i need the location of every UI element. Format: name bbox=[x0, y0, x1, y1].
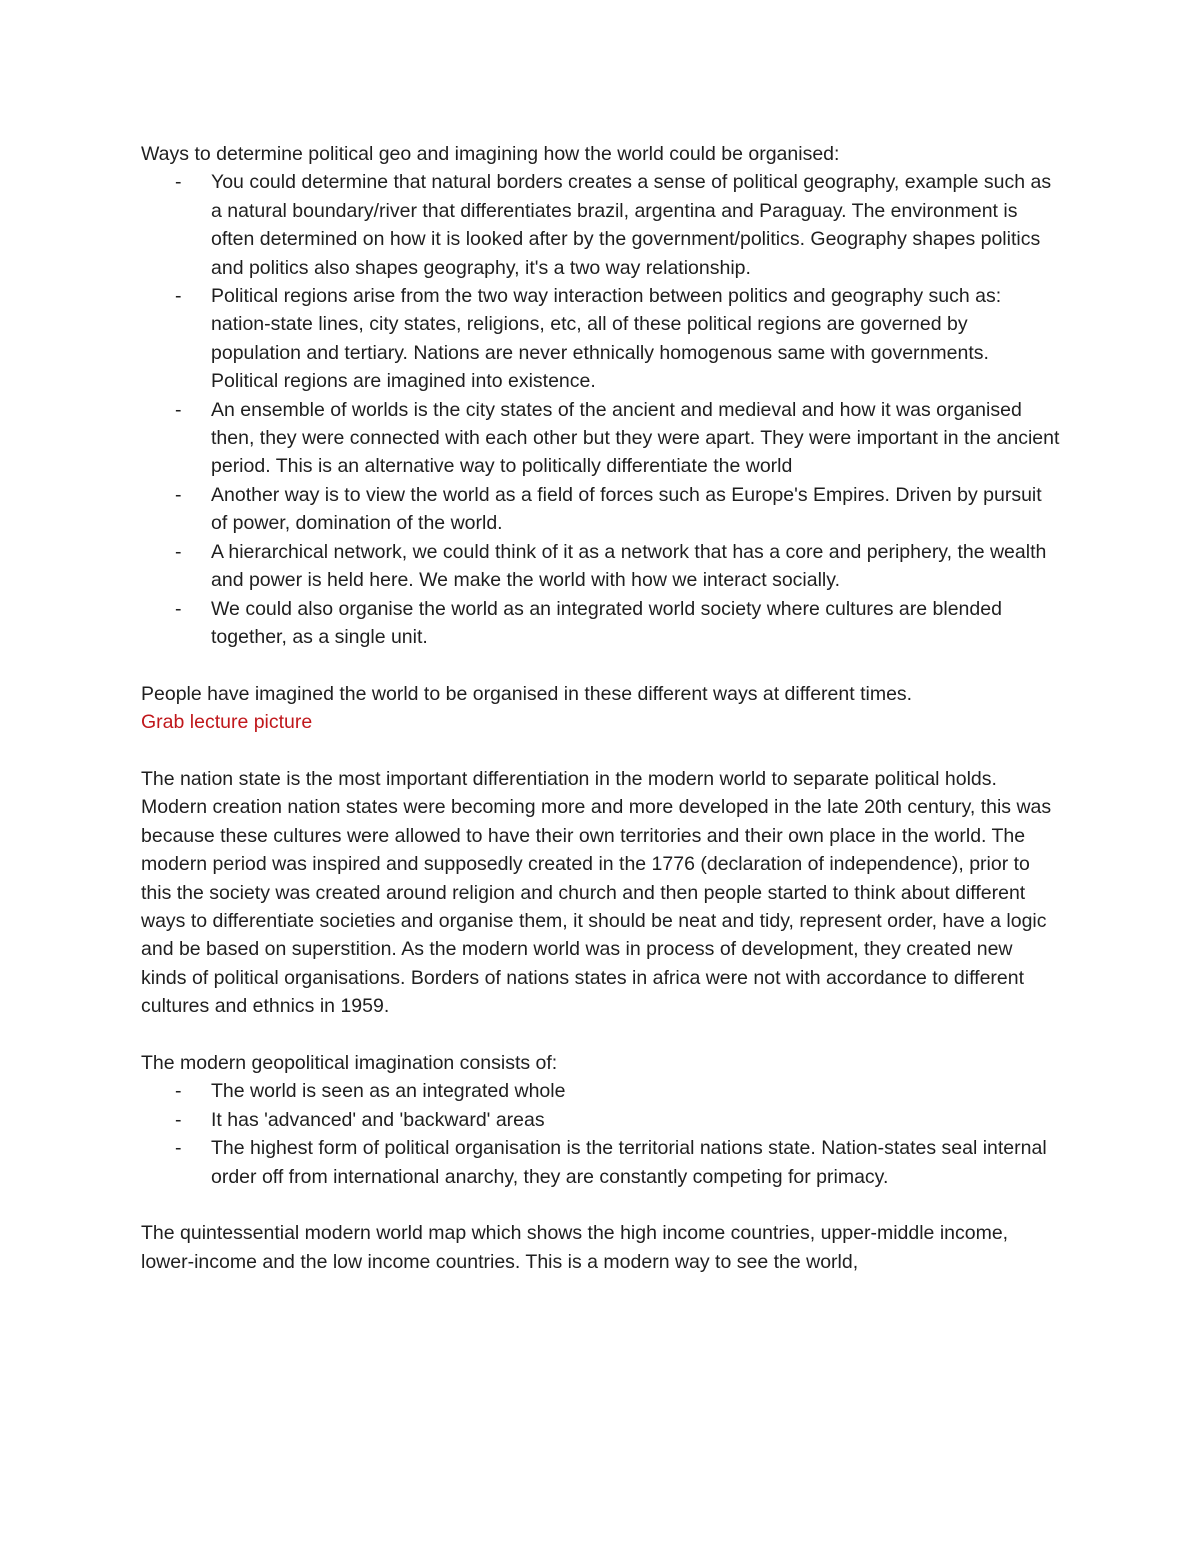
dash-bullet: - bbox=[175, 1080, 182, 1103]
list-item-text: It has 'advanced' and 'backward' areas bbox=[211, 1108, 545, 1131]
section3-paragraph: The nation state is the most important differentiation in the modern world to separate political holds. Modern creation nation states were becoming more and more developed in the late 20th century, this was because these cultures were allowed to have their own territories and their own place in the world. The modern period was inspired and supposedly created in the 1776 (declaration of independence), prior to this the society was created around religion and church and then people started to think about different ways to differentiate societies and organise them, it should be neat and tidy, represent order, have a logic and be based on superstition. As the modern world was in process of development, they created new kinds of political organisations. Borders of nations states in africa were not with accordance to different cultures and ethnics in 1959. bbox=[141, 767, 1052, 1018]
section1-list bbox=[141, 168, 1061, 651]
dash-bullet: - bbox=[175, 171, 182, 194]
paragraph-spacer bbox=[141, 1191, 1061, 1219]
list-item bbox=[141, 282, 1061, 396]
dash-bullet: - bbox=[175, 540, 182, 563]
paragraph-spacer bbox=[141, 1021, 1061, 1049]
list-item-text: The world is seen as an integrated whole bbox=[211, 1080, 566, 1103]
list-item bbox=[141, 481, 1061, 538]
list-item-text: The highest form of political organisation is the territorial nations state. Nation-states seal internal order off from international anarchy, they are constantly competing for primacy. bbox=[211, 1137, 1047, 1188]
list-item bbox=[141, 538, 1061, 595]
list-item-text: We could also organise the world as an integrated world society where cultures are blended together, as a single unit. bbox=[211, 597, 1002, 648]
dash-bullet: - bbox=[175, 1137, 182, 1160]
section1-heading: Ways to determine political geo and imagining how the world could be organised: bbox=[141, 143, 840, 165]
lecture-picture-note: Grab lecture picture bbox=[141, 711, 313, 734]
list-item bbox=[141, 1106, 1061, 1134]
paragraph-spacer bbox=[141, 651, 1061, 679]
section4-heading: The modern geopolitical imagination consists of: bbox=[141, 1051, 558, 1074]
section4-list bbox=[141, 1077, 1061, 1191]
dash-bullet: - bbox=[175, 398, 182, 421]
dash-bullet: - bbox=[175, 1108, 182, 1131]
list-item bbox=[141, 1134, 1061, 1191]
dash-bullet: - bbox=[175, 597, 182, 620]
list-item-text: An ensemble of worlds is the city states of the ancient and medieval and how it was organised then, they were connected with each other but they were apart. They were important in the ancient period. This is an alternative way to politically differentiate the world bbox=[211, 398, 1060, 478]
list-item bbox=[141, 396, 1061, 481]
section2-paragraph: People have imagined the world to be organised in these different ways at different times. bbox=[141, 682, 913, 705]
list-item-text: You could determine that natural borders creates a sense of political geography, example such as a natural boundary/river that differentiates brazil, argentina and Paraguay. The environment is often determined on how it is looked after by the government/politics. Geography shapes politics and politics also shapes geography, it's a two way relationship. bbox=[211, 171, 1052, 279]
document-page bbox=[141, 140, 1061, 1276]
dash-bullet: - bbox=[175, 285, 182, 308]
dash-bullet: - bbox=[175, 483, 182, 506]
list-item-text: Another way is to view the world as a field of forces such as Europe's Empires. Driven by pursuit of power, domination of the world. bbox=[211, 483, 1042, 535]
list-item-text: Political regions arise from the two way interaction between politics and geography such as: nation-state lines, city states, religions, etc, all of these political regions are governed by population and tertiary. Nations are never ethnically homogenous same with governments. Political regions are imagined into existence. bbox=[211, 285, 1002, 393]
paragraph-spacer bbox=[141, 737, 1061, 765]
list-item-text: A hierarchical network, we could think of it as a network that has a core and periphery, the wealth and power is held here. We make the world with how we interact socially. bbox=[211, 540, 1047, 592]
section5-paragraph: The quintessential modern world map which shows the high income countries, upper-middle income, lower-income and the low income countries. This is a modern way to see the world, bbox=[141, 1222, 1009, 1273]
list-item bbox=[141, 595, 1061, 652]
list-item bbox=[141, 1077, 1061, 1105]
list-item bbox=[141, 168, 1061, 282]
